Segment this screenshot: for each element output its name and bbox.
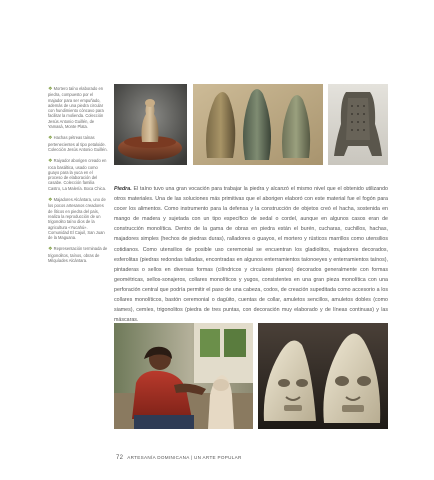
photo-mortar xyxy=(114,84,187,165)
caption-axes: ❖ Hachas pétreas taínas pertenecientes al tipo petaloide. Colección Jesús Antonio Guillén. xyxy=(48,135,108,152)
caption-bullet-icon: ❖ xyxy=(48,86,53,92)
caption-trigonolites: ❖ Representación terminada de trigonolitos, taínos, obras de Milquíades Alcántara. xyxy=(48,246,108,264)
caption-bullet-icon: ❖ xyxy=(48,158,53,165)
caption-bullet-icon: ❖ xyxy=(48,197,53,204)
running-title: ARTESANÍA DOMINICANA | UN ARTE POPULAR xyxy=(127,455,242,460)
page-footer xyxy=(116,455,242,461)
caption-artisan: ❖ Majadores Alcántara, uno de los pocos artesanos creadores de líticos en piedra del país, realiza la reproducción de un trigonolito taíno dios de la agricultura «Yucahú». Comunidad El Cajuil, San Juan de la Maguana. xyxy=(48,197,106,241)
photo-grater xyxy=(328,84,388,165)
article-body xyxy=(114,184,388,325)
caption-mortar: ❖ Mortero taíno elaborado en piedra, compuesto por el majador para ser empuñado, además de una piedra circular con hundimiento cóncavo para facilitar la molienda. Colección Jesús Antonio Guillén, de Yamasá, Monte Plata. xyxy=(48,86,104,130)
sidebar-captions xyxy=(48,86,108,269)
article-text: El taíno tuvo una gran vocación para trabajar la piedra y alcanzó el mismo nivel que el obtenido utilizando otros materiales. Una de las soluciones más primitivas que el aborigen elaboró con este material fue el fogón para cocer los alimentos. Como instrumento para la defensa y la construcción de objetos creó el hacha, sostenida en mango de madera y sujetada con un tipo específico de sedal o cordel, aunque en algunos casos eran de construcción monolítica. Dentro de la gama de obras en piedra están el burén, cucharas, cuchillos, hachas, majadores simples (hechos de piedras duras), ralladores o guayos, el mortero y rústicos marrillos como utensilios cotidianos. Como utensilios de posible uso ceremonial se encuentran los gladiolitos, majadores decorados, esferolitas (piedras redondas talladas, encontradas en algunos enterramientos taíonoeyes y enterramientos taínos), pintaderas o sellos en diversas formas (cilíndricos y circulares planos) decorados generalmente con formas geométricas, sellos-sonajeros, collares monolíticos y yugos, consistentes en una gran pieza monolítica con una perforación central que podría permitir el paso de una cabeza, codos, de creación supeditada como accesorio a los collares monolíticos, bastón ceremonial o dagüito, cuentas de collar, amuletos sencillos, amuletos dobles (como siames), cemíes, trigonolitos (piedra de tres puntas, con decoración muy elaborado y de líneas continuas) y las máscaras. xyxy=(114,186,388,324)
caption-bullet-icon: ❖ xyxy=(48,135,53,142)
photo-axes xyxy=(193,84,323,165)
page-number: 72 xyxy=(116,455,124,461)
photo-artisan xyxy=(114,323,253,429)
caption-grater: ❖ Raiyador aborigen creado en roca basáltica, usado como guayo para la yuca en el proceso de elaboración del casabe. Colección familia Castro, La Malería. Boca Chica. xyxy=(48,158,107,191)
article-lead: Piedra. xyxy=(114,186,132,192)
caption-bullet-icon: ❖ xyxy=(48,246,53,253)
photo-trigonolites xyxy=(258,323,388,429)
